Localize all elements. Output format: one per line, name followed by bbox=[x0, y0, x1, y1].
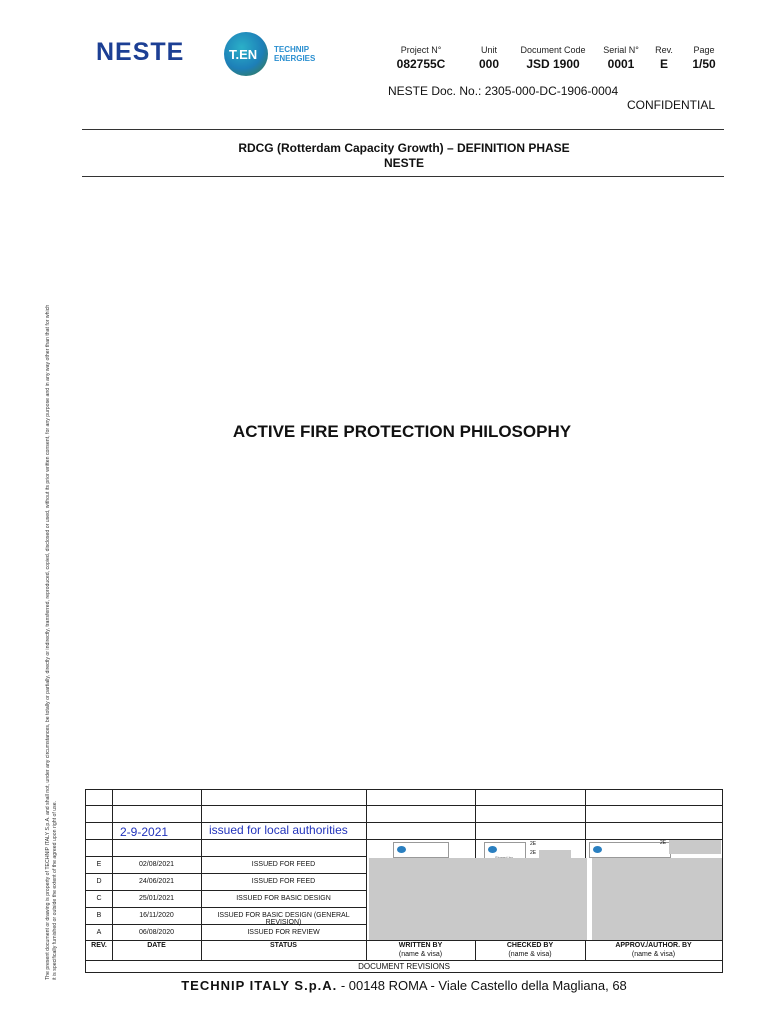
confidentiality-disclaimer bbox=[45, 180, 59, 980]
meta-rev-label: Rev. bbox=[655, 45, 673, 55]
date-cell: 02/08/2021 bbox=[138, 861, 175, 868]
redacted-area bbox=[539, 850, 571, 858]
header-checked-by-sub: (name & visa) bbox=[508, 951, 552, 958]
approved-marker: 2E bbox=[659, 840, 667, 846]
meta-page-value: 1/50 bbox=[692, 57, 716, 71]
redacted-area bbox=[369, 858, 587, 940]
handwritten-status: issued for local authorities bbox=[209, 823, 348, 837]
technip-wordmark-line2: ENERGIES bbox=[274, 54, 316, 63]
disclaimer-line-2: it is specifically furnished or outside the extent of the agreed upon right of use. bbox=[52, 800, 58, 980]
meta-project-label: Project N° bbox=[400, 45, 442, 55]
header-written-by: WRITTEN BY bbox=[398, 942, 443, 949]
status-cell: ISSUED FOR BASIC DESIGN bbox=[236, 895, 331, 902]
header-rule-top bbox=[82, 129, 724, 130]
document-revisions-caption: DOCUMENT REVISIONS bbox=[358, 962, 450, 971]
date-cell: 24/06/2021 bbox=[138, 878, 175, 885]
header-rev: REV. bbox=[91, 942, 107, 949]
disclaimer-line-1: The present document or drawing is property of TECHNIP ITALY S.p.A. and shall not, under any circumstances, be totally or partially, directly or indirectly, transferred, reproduced, copied, disclosed or used, without its prior written consent, for any purpose and in any way other than that for which bbox=[45, 304, 51, 980]
header-approved-by-sub: (name & visa) bbox=[631, 951, 676, 958]
header-approved-by: APPROV./AUTHOR. BY bbox=[615, 942, 692, 949]
meta-unit-label: Unit bbox=[480, 45, 497, 55]
meta-project-value: 082755C bbox=[396, 57, 446, 71]
checked-marker-2: 2E bbox=[529, 850, 537, 856]
table-row-line bbox=[86, 940, 722, 941]
header-status: STATUS bbox=[270, 942, 297, 949]
meta-serial-label: Serial N° bbox=[603, 45, 639, 55]
status-cell: ISSUED FOR REVIEW bbox=[247, 929, 320, 936]
date-cell: 06/08/2020 bbox=[138, 929, 175, 936]
rev-cell: E bbox=[96, 861, 102, 868]
table-row-line bbox=[86, 822, 722, 823]
rev-cell: C bbox=[96, 895, 102, 902]
redacted-area bbox=[669, 840, 721, 854]
technip-energies-wordmark bbox=[274, 45, 315, 63]
checked-marker: 2E bbox=[529, 841, 537, 847]
table-row-line bbox=[86, 856, 366, 857]
footer-company: TECHNIP ITALY S.p.A. bbox=[181, 978, 338, 993]
meta-unit-value: 000 bbox=[478, 57, 500, 71]
redacted-area bbox=[592, 858, 722, 940]
footer-address: - 00148 ROMA - Viale Castello della Magliana, 68 bbox=[337, 978, 627, 993]
table-row-line bbox=[86, 839, 722, 840]
header-rule-bottom bbox=[82, 176, 724, 177]
table-row-line bbox=[86, 890, 366, 891]
company-footer bbox=[0, 978, 768, 993]
meta-page-label: Page bbox=[693, 45, 715, 55]
confidential-label: CONFIDENTIAL bbox=[627, 98, 716, 112]
meta-rev-value: E bbox=[659, 57, 668, 71]
table-row-line bbox=[86, 907, 366, 908]
document-title: ACTIVE FIRE PROTECTION PHILOSOPHY bbox=[232, 422, 572, 441]
revision-table bbox=[85, 789, 723, 973]
meta-doc-code-label: Document Code bbox=[520, 45, 586, 55]
table-divider bbox=[366, 790, 367, 960]
status-cell: ISSUED FOR FEED bbox=[251, 878, 316, 885]
table-row-line bbox=[86, 873, 366, 874]
stamp-logo-icon bbox=[397, 846, 406, 853]
status-cell: ISSUED FOR BASIC DESIGN (GENERAL REVISION) bbox=[217, 912, 350, 926]
ten-logo-text: T.EN bbox=[229, 47, 258, 62]
date-cell: 16/11/2020 bbox=[139, 912, 174, 919]
header-date: DATE bbox=[147, 942, 166, 949]
meta-serial-value: 0001 bbox=[607, 57, 635, 71]
header-written-by-sub: (name & visa) bbox=[398, 951, 443, 958]
handwritten-date: 2-9-2021 bbox=[120, 825, 169, 839]
technip-wordmark-line1: TECHNIP bbox=[274, 45, 310, 54]
table-row-line bbox=[86, 805, 722, 806]
date-cell: 25/01/2021 bbox=[138, 895, 175, 902]
meta-doc-code-value: JSD 1900 bbox=[526, 57, 580, 71]
signature-stamp-written bbox=[393, 842, 449, 858]
rev-cell: A bbox=[96, 929, 102, 936]
neste-doc-number: NESTE Doc. No.: 2305-000-DC-1906-0004 bbox=[388, 84, 619, 98]
stamp-logo-icon bbox=[488, 846, 497, 853]
project-title: RDCG (Rotterdam Capacity Growth) – DEFINITION PHASE bbox=[238, 141, 570, 155]
stamp-logo-icon bbox=[593, 846, 602, 853]
rev-cell: B bbox=[96, 912, 102, 919]
project-client: NESTE bbox=[383, 156, 424, 170]
neste-logo: NESTE bbox=[96, 38, 185, 66]
table-row-line bbox=[86, 960, 722, 961]
status-cell: ISSUED FOR FEED bbox=[251, 861, 316, 868]
header-checked-by: CHECKED BY bbox=[506, 942, 554, 949]
rev-cell: D bbox=[96, 878, 102, 885]
